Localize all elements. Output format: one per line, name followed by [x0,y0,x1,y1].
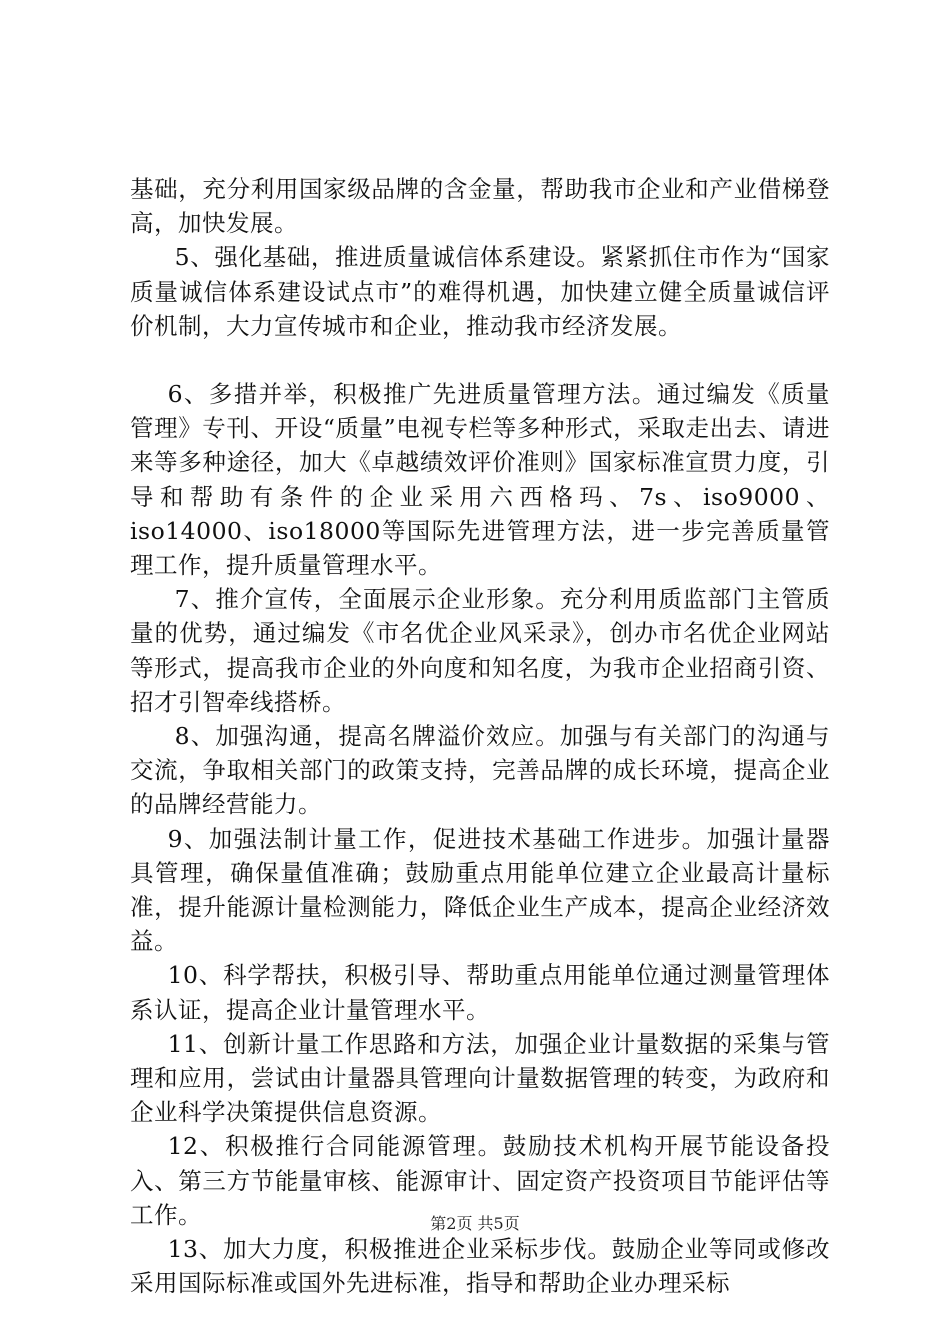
paragraph-item-12: 12、积极推行合同能源管理。鼓励技术机构开展节能设备投入、第三方节能量审核、能源审计、固定资产投资项目节能评估等工作。 [130,1132,830,1229]
paragraph-item-7: 7、推介宣传，全面展示企业形象。充分利用质监部门主管质量的优势，通过编发《市名优企业风采录》，创办市名优企业网站等形式，提高我市企业的外向度和知名度，为我市企业招商引资、招才引智牵线搭桥。 [130,585,830,716]
paragraph-continuation: 基础，充分利用国家级品牌的含金量，帮助我市企业和产业借梯登高，加快发展。 [130,175,830,238]
paragraph-item-13: 13、加大力度，积极推进企业采标步伐。鼓励企业等同或修改采用国际标准或国外先进标准，指导和帮助企业办理采标 [130,1235,830,1298]
page-footer: 第2页 共5页 [430,1214,520,1233]
paragraph-item-5: 5、强化基础，推进质量诚信体系建设。紧紧抓住市作为“国家质量诚信体系建设试点市”的难得机遇，加快建立健全质量诚信评价机制，大力宣传城市和企业，推动我市经济发展。 [130,243,830,340]
document-body [130,172,830,1301]
paragraph-item-11: 11、创新计量工作思路和方法，加强企业计量数据的采集与管理和应用，尝试由计量器具管理向计量数据管理的转变，为政府和企业科学决策提供信息资源。 [130,1029,830,1127]
paragraph-item-8: 8、加强沟通，提高名牌溢价效应。加强与有关部门的沟通与交流，争取相关部门的政策支持，完善品牌的成长环境，提高企业的品牌经营能力。 [130,722,830,819]
paragraph-item-6: 6、多措并举，积极推广先进质量管理方法。通过编发《质量管理》专刊、开设“质量”电视专栏等多种形式，采取走出去、请进来等多种途径，加大《卓越绩效评价准则》国家标准宣贯力度，引导和帮助有条件的企业采用六西格玛、7s、iso9000、iso14000、iso18000等国际先进管理方法，进一步完善质量管理工作，提升质量管理水平。 [130,380,830,580]
paragraph-item-10: 10、科学帮扶，积极引导、帮助重点用能单位通过测量管理体系认证，提高企业计量管理水平。 [130,961,830,1024]
paragraph-item-9: 9、加强法制计量工作，促进技术基础工作进步。加强计量器具管理，确保量值准确；鼓励重点用能单位建立企业最高计量标准，提升能源计量检测能力，降低企业生产成本，提高企业经济效益。 [130,824,830,956]
